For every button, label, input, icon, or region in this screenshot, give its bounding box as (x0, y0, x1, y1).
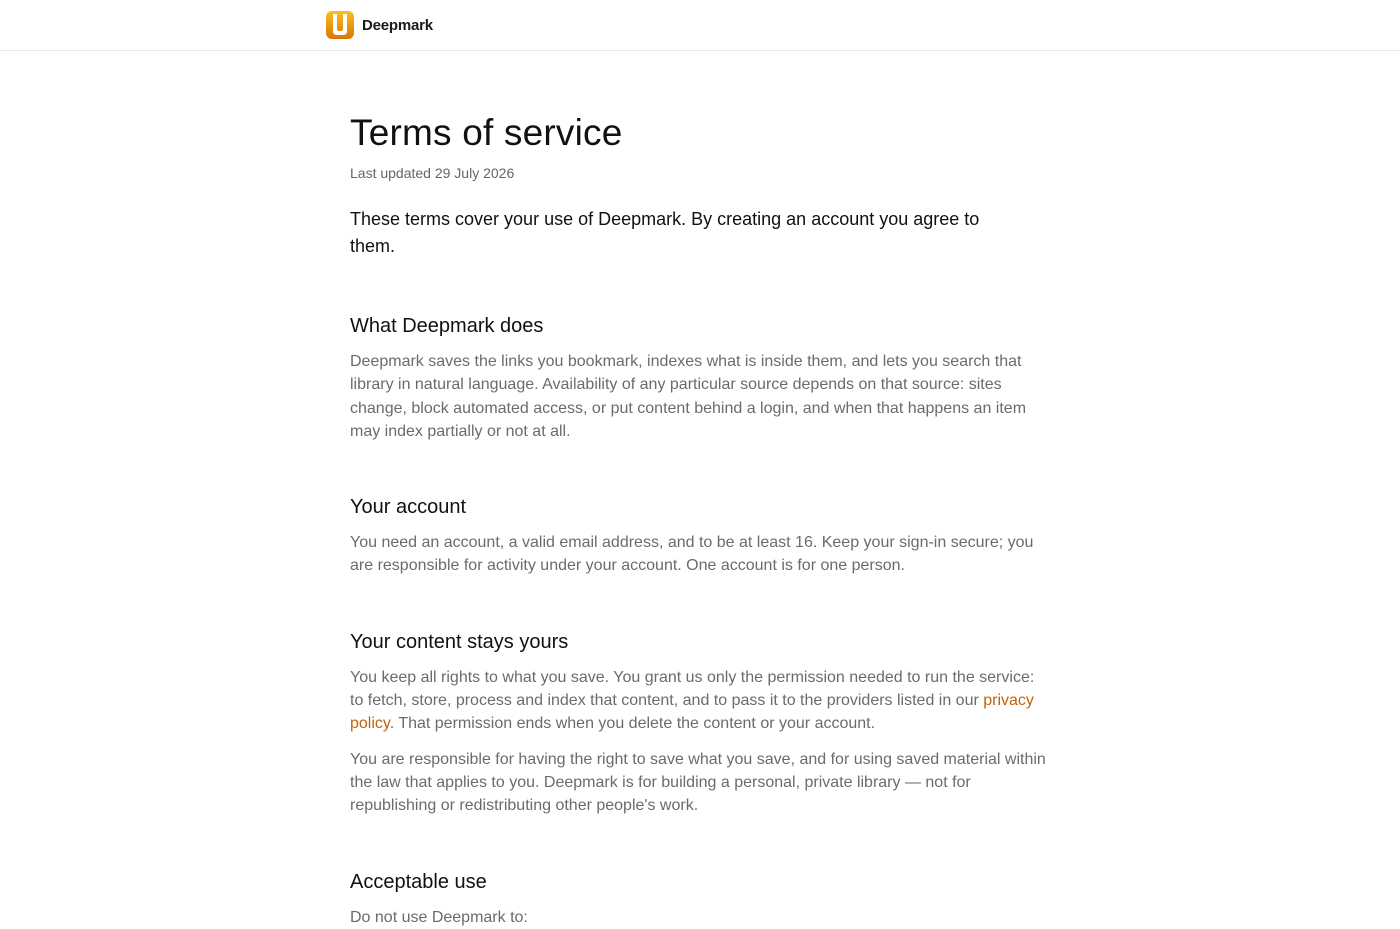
brand-home-link[interactable] (326, 11, 433, 39)
paragraph-text: You keep all rights to what you save. You grant us only the permission needed to run the service: to fetch, store, process and index that content, and to pass it to the providers listed in our (350, 668, 1035, 710)
section-what-deepmark-does (350, 312, 1050, 443)
last-updated-date: Last updated 29 July 2026 (350, 165, 515, 181)
section-paragraph: Deepmark saves the links you bookmark, indexes what is inside them, and lets you search that library in natural language. Availability of any particular source depends on that source: sites change, block automated access, or put content behind a login, and when that happens an item may index partially or not at all. (350, 353, 1027, 440)
deepmark-logo-icon (326, 11, 354, 39)
intro-paragraph: These terms cover your use of Deepmark. By creating an account you agree to them. (350, 209, 980, 256)
section-paragraph (350, 666, 1050, 736)
section-your-account (350, 493, 1050, 578)
privacy-policy-link[interactable]: privacy policy (350, 692, 1034, 733)
section-paragraph: You are responsible for having the right to save what you save, and for using saved material within the law that applies to you. Deepmark is for building a personal, private library — not for republishing or redistributing other people's work. (350, 750, 1046, 815)
section-paragraph: You need an account, a valid email address, and to be at least 16. Keep your sign-in secure; you are responsible for activity under your account. One account is for one person. (350, 534, 1034, 575)
section-heading: Your content stays yours (350, 630, 569, 653)
page-title: Terms of service (350, 112, 623, 153)
paragraph-text: . That permission ends when you delete the content or your account. (389, 715, 876, 733)
section-heading: Acceptable use (350, 870, 487, 893)
section-heading: What Deepmark does (350, 315, 544, 337)
brand-name: Deepmark (362, 16, 433, 34)
section-paragraph: Do not use Deepmark to: (350, 908, 528, 926)
terms-content (350, 108, 1050, 929)
top-navigation-bar (0, 0, 1400, 51)
section-acceptable-use (350, 868, 1050, 929)
section-your-content-stays-yours (350, 628, 1050, 818)
section-heading: Your account (350, 496, 467, 519)
